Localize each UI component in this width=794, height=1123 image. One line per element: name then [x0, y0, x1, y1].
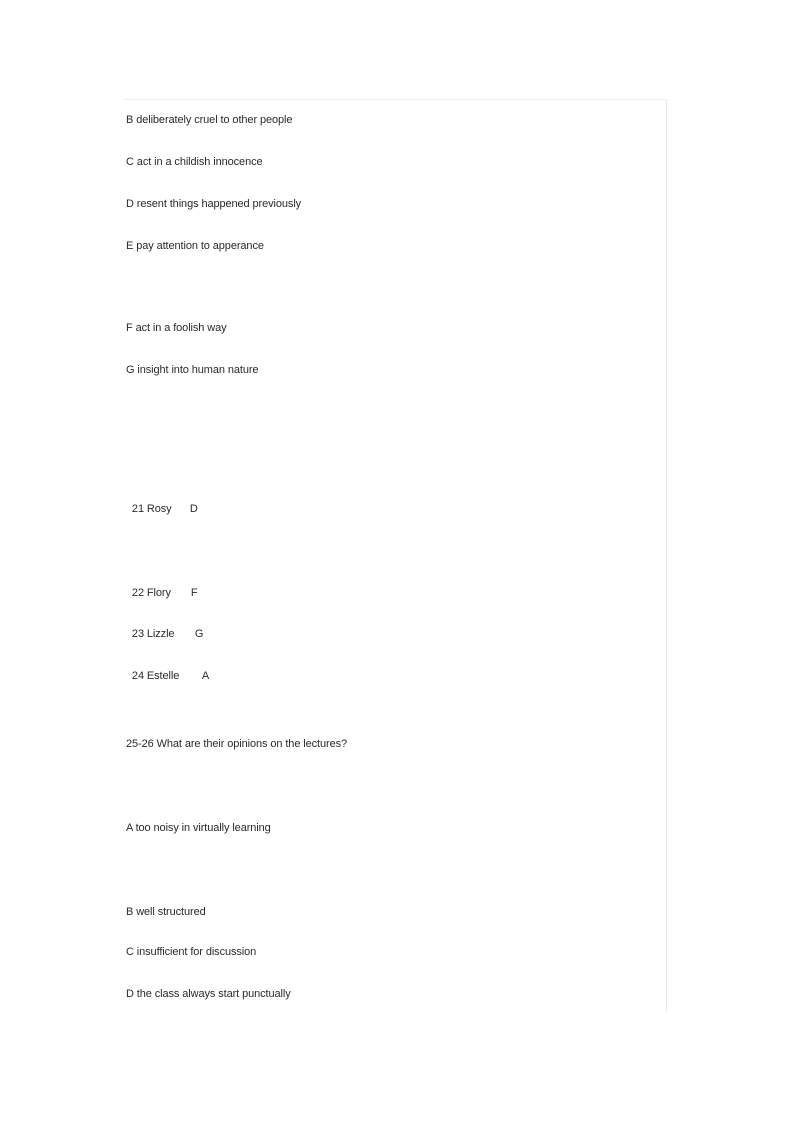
option-f-line: F act in a foolish way [126, 322, 227, 334]
page-frame [124, 99, 667, 1012]
answer-23 [126, 613, 203, 641]
option-g-line: G insight into human nature [126, 364, 259, 376]
answer-value: F [190, 587, 198, 599]
answer-label: 23 Lizzle [131, 628, 175, 640]
answer-label: 22 Flory [131, 587, 171, 599]
option-c-line: C act in a childish innocence [126, 156, 263, 168]
answer-value: D [189, 503, 198, 515]
opinion-option-c: C insufficient for discussion [126, 946, 257, 958]
answer-22 [126, 572, 198, 600]
opinion-option-b: B well structured [126, 906, 206, 918]
answer-value: G [194, 628, 204, 640]
option-b-line: B deliberately cruel to other people [126, 114, 293, 126]
opinion-option-a: A too noisy in virtually learning [126, 822, 271, 834]
answer-value: A [201, 670, 210, 682]
answer-24 [126, 655, 209, 683]
option-d-line: D resent things happened previously [126, 198, 302, 210]
answer-label: 21 Rosy [131, 503, 172, 515]
answer-21 [126, 488, 198, 516]
opinion-option-d: D the class always start punctually [126, 988, 291, 1000]
option-e-line: E pay attention to apperance [126, 240, 264, 252]
answer-label: 24 Estelle [131, 670, 180, 682]
question-heading: 25-26 What are their opinions on the lectures? [126, 738, 348, 750]
